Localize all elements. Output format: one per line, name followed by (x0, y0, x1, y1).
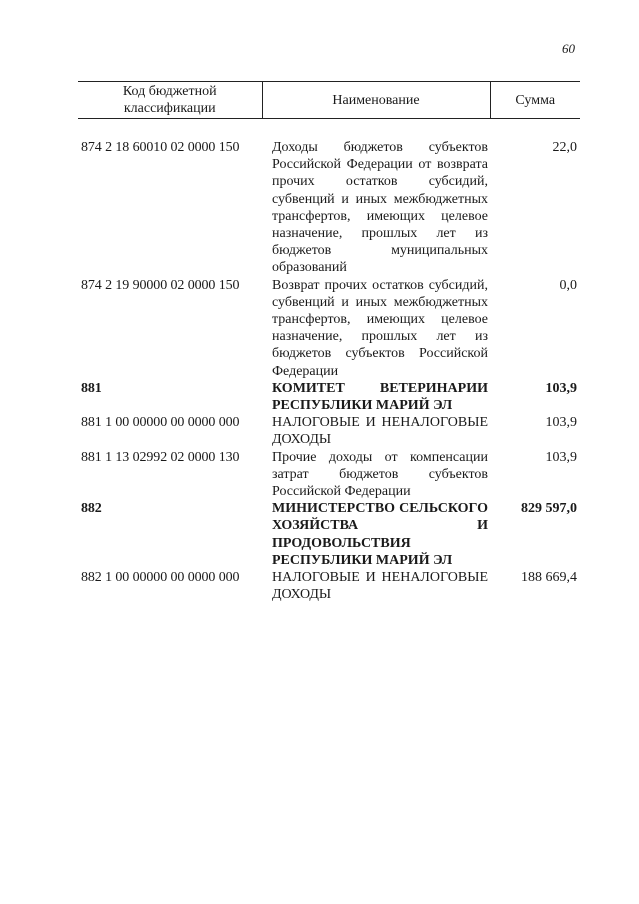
cell-name: НАЛОГОВЫЕ И НЕНАЛОГОВЫЕ ДОХОДЫ (272, 415, 488, 448)
table-row (78, 569, 580, 603)
table-row (78, 414, 580, 448)
table-body (78, 119, 580, 604)
cell-code: 881 1 00 00000 00 0000 000 (81, 415, 240, 431)
cell-name: Доходы бюджетов субъектов Российской Федерации от возврата прочих остатков субсидий, субвенций и иных межбюджетных трансфертов, имеющих целевое назначение, прошлых лет из бюджетов муниципальных образований (272, 140, 488, 276)
table-row (78, 139, 580, 277)
table-header-row (78, 82, 580, 119)
cell-sum: 829 597,0 (521, 501, 577, 517)
header-name: Наименование (262, 82, 490, 119)
cell-code: 882 1 00 00000 00 0000 000 (81, 570, 240, 586)
table-row (78, 277, 580, 380)
table-row (78, 380, 580, 414)
cell-sum: 0,0 (559, 277, 577, 293)
budget-revenue-table (78, 81, 580, 603)
cell-code: 881 (81, 380, 102, 396)
cell-code: 874 2 19 90000 02 0000 150 (81, 277, 240, 293)
cell-name: МИНИСТЕРСТВО СЕЛЬСКОГО ХОЗЯЙСТВА И ПРОДОВОЛЬСТВИЯ РЕСПУБЛИКИ МАРИЙ ЭЛ (272, 501, 488, 568)
cell-name: КОМИТЕТ ВЕТЕРИНАРИИ РЕСПУБЛИКИ МАРИЙ ЭЛ (272, 380, 488, 414)
cell-name: Возврат прочих остатков субсидий, субвенций и иных межбюджетных трансфертов, имеющих целевое назначение, прошлых лет из бюджетов субъектов Российской Федерации (272, 277, 488, 379)
cell-sum: 103,9 (545, 415, 577, 431)
header-sum: Сумма (490, 82, 580, 119)
cell-sum: 103,9 (545, 380, 577, 396)
table-row (78, 449, 580, 501)
cell-name: НАЛОГОВЫЕ И НЕНАЛОГОВЫЕ ДОХОДЫ (272, 570, 488, 603)
cell-code: 881 1 13 02992 02 0000 130 (81, 449, 240, 465)
table-row (78, 500, 580, 569)
cell-code: 874 2 18 60010 02 0000 150 (81, 140, 240, 155)
cell-name: Прочие доходы от компенсации затрат бюджетов субъектов Российской Федерации (272, 449, 488, 500)
header-spacer (78, 119, 580, 140)
header-code: Код бюджетной классификации (78, 82, 262, 119)
cell-code: 882 (81, 501, 102, 517)
cell-sum: 103,9 (545, 449, 577, 465)
cell-sum: 188 669,4 (521, 570, 577, 586)
cell-sum: 22,0 (552, 140, 577, 155)
page-number: 60 (562, 41, 575, 56)
